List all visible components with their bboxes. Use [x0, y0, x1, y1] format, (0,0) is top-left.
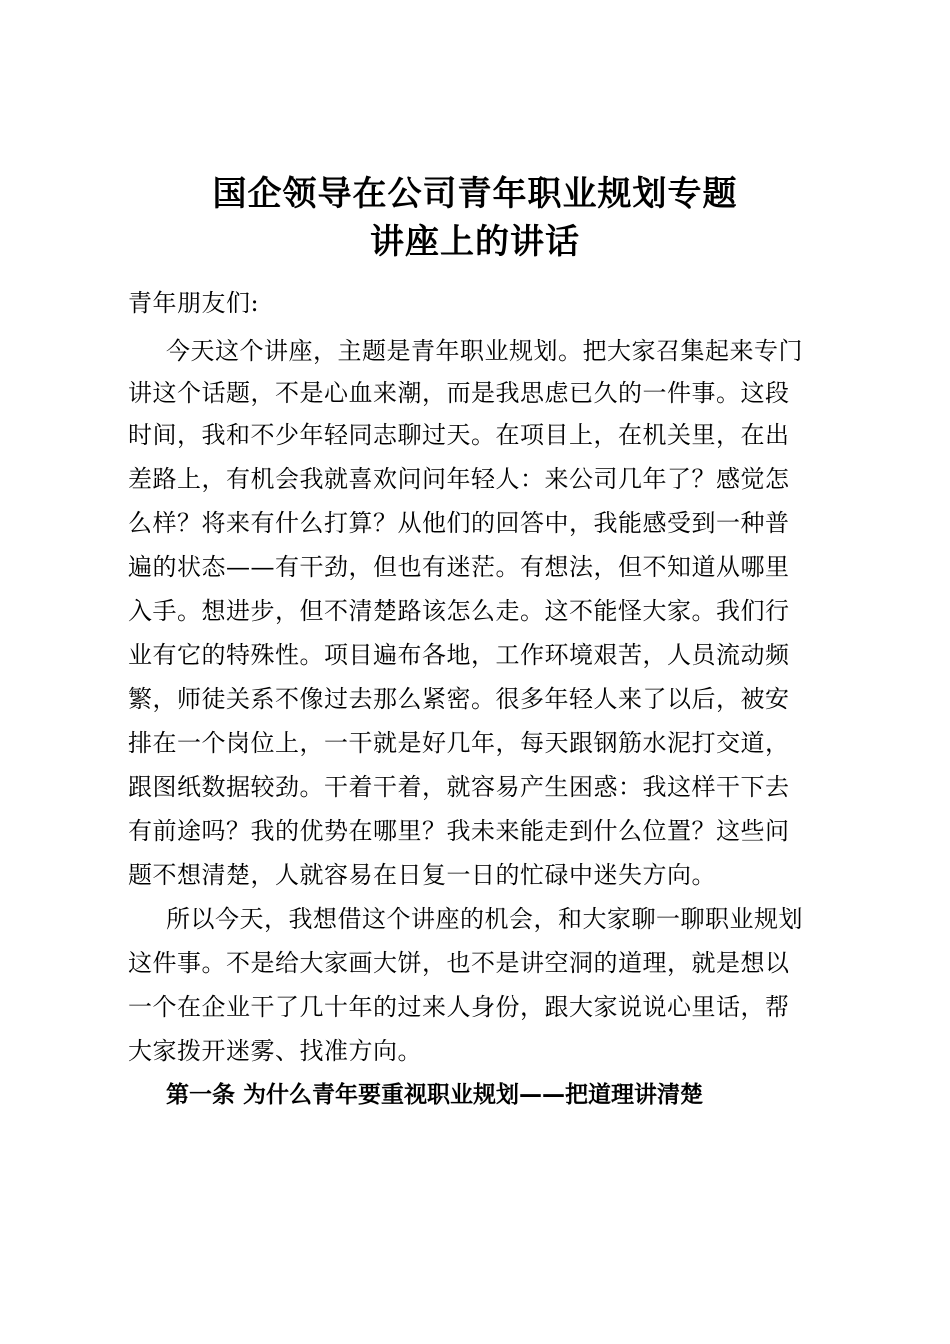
paragraph-line: 大家拨开迷雾、找准方向。	[128, 1037, 422, 1065]
paragraph-line: 这件事。不是给大家画大饼，也不是讲空洞的道理，就是想以	[128, 949, 790, 977]
paragraph-line: 繁，师徒关系不像过去那么紧密。很多年轻人来了以后，被安	[128, 685, 790, 713]
document-title-line-1: 国企领导在公司青年职业规划专题	[212, 174, 738, 214]
paragraph-line: 讲这个话题，不是心血来潮，而是我思虑已久的一件事。这段	[128, 379, 790, 407]
paragraph-line: 差路上，有机会我就喜欢问问年轻人：来公司几年了？感觉怎	[128, 465, 790, 493]
paragraph-line: 今天这个讲座，主题是青年职业规划。把大家召集起来专门	[166, 337, 803, 365]
paragraph-line: 排在一个岗位上，一干就是好几年，每天跟钢筋水泥打交道，	[128, 729, 790, 757]
paragraph-line: 业有它的特殊性。项目遍布各地，工作环境艰苦，人员流动频	[128, 641, 790, 669]
paragraph-line: 入手。想进步，但不清楚路该怎么走。这不能怪大家。我们行	[128, 597, 790, 625]
paragraph-line: 么样？将来有什么打算？从他们的回答中，我能感受到一种普	[128, 509, 790, 537]
paragraph-line: 一个在企业干了几十年的过来人身份，跟大家说说心里话，帮	[128, 993, 790, 1021]
paragraph-line: 有前途吗？我的优势在哪里？我未来能走到什么位置？这些问	[128, 817, 790, 845]
document-title-line-2: 讲座上的讲话	[370, 222, 580, 262]
paragraph-line: 时间，我和不少年轻同志聊过天。在项目上，在机关里，在出	[128, 421, 790, 449]
salutation: 青年朋友们:	[128, 289, 260, 317]
paragraph-line: 题不想清楚，人就容易在日复一日的忙碌中迷失方向。	[128, 861, 716, 889]
paragraph-line: 跟图纸数据较劲。干着干着，就容易产生困惑：我这样干下去	[128, 773, 790, 801]
paragraph-line: 遍的状态——有干劲，但也有迷茫。有想法，但不知道从哪里	[128, 553, 790, 581]
section-1-heading: 第一条 为什么青年要重视职业规划——把道理讲清楚	[166, 1082, 704, 1108]
paragraph-line: 所以今天，我想借这个讲座的机会，和大家聊一聊职业规划	[166, 905, 803, 933]
